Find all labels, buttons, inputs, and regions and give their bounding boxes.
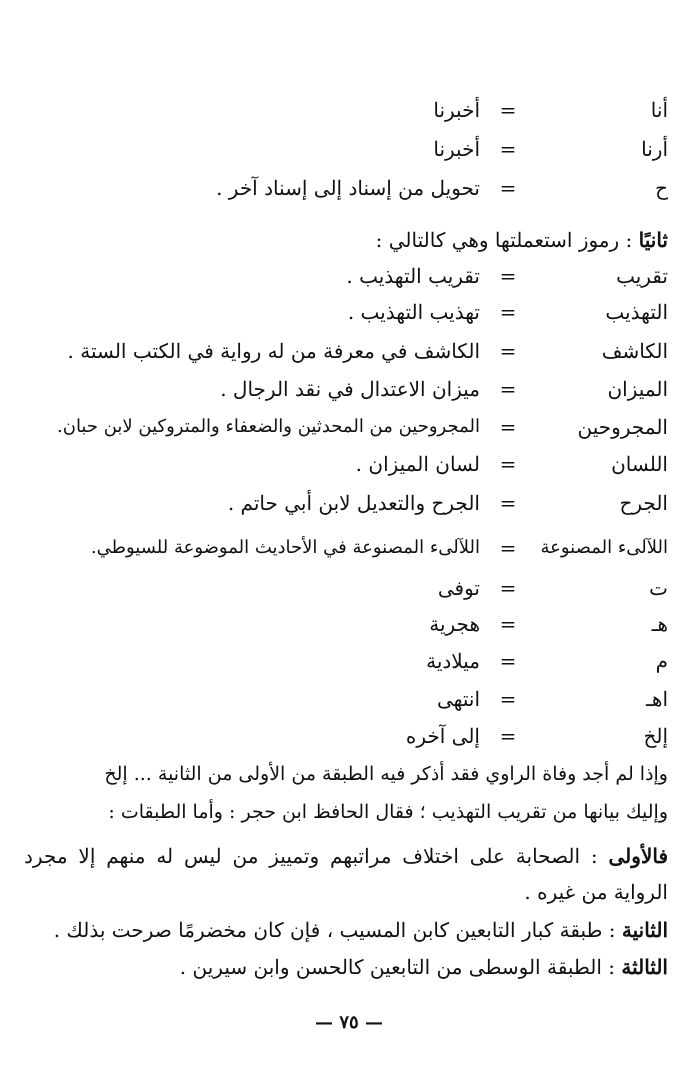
abbr-term: الجرح	[619, 491, 668, 515]
equals-sign: =	[499, 452, 517, 476]
abbr-term: تقريب	[616, 264, 668, 288]
abbr-meaning: توفى	[437, 576, 480, 600]
tabaqa-label: الثالثة	[621, 955, 668, 979]
section-heading	[30, 222, 668, 258]
abbr-meaning: أخبرنا	[433, 98, 480, 122]
tabaqa-label: فالأولى	[608, 844, 668, 868]
equals-sign: =	[499, 576, 517, 600]
tabaqa-text: : الصحابة على اختلاف مراتبهم وتمييز من ليس له منهم إلا مجرد الرواية من غيره .	[24, 844, 668, 904]
equals-sign: =	[499, 377, 517, 401]
abbr-meaning: انتهى	[436, 687, 480, 711]
equals-sign: =	[499, 724, 517, 748]
paragraph: وإذا لم أجد وفاة الراوي فقد أذكر فيه الطبقة من الأولى من الثانية ... إلخ	[104, 763, 668, 785]
abbr-meaning: الجرح والتعديل لابن أبي حاتم .	[227, 491, 480, 515]
abbr-row	[0, 485, 698, 521]
abbr-term: الكاشف	[601, 339, 668, 363]
abbr-term: ح	[655, 176, 668, 200]
equals-sign: =	[499, 491, 517, 515]
tabaqa-paragraph	[24, 949, 668, 985]
equals-sign: =	[499, 300, 517, 324]
equals-sign: =	[499, 649, 517, 673]
equals-sign: =	[499, 339, 517, 363]
equals-sign: =	[499, 264, 517, 288]
abbr-meaning: اللآلىء المصنوعة في الأحاديث الموضوعة للسيوطي.	[90, 537, 480, 558]
abbr-row	[0, 131, 698, 167]
equals-sign: =	[499, 612, 517, 636]
abbr-meaning: أخبرنا	[433, 137, 480, 161]
abbr-term: التهذيب	[605, 300, 668, 324]
abbr-row	[0, 294, 698, 330]
abbr-meaning: تقريب التهذيب .	[346, 264, 480, 288]
equals-sign: =	[499, 415, 517, 439]
abbr-term: ت	[649, 576, 668, 600]
abbr-row	[0, 681, 698, 717]
tabaqa-paragraph	[24, 838, 668, 910]
abbr-meaning: تحويل من إسناد إلى إسناد آخر .	[216, 176, 480, 200]
abbr-term: الميزان	[607, 377, 668, 401]
abbr-row	[0, 333, 698, 369]
abbr-term: أرنا	[641, 137, 668, 161]
abbr-term: اهـ	[646, 687, 668, 711]
abbr-row	[0, 643, 698, 679]
equals-sign: =	[499, 98, 517, 122]
tabaqa-text: : طبقة كبار التابعين كابن المسيب ، فإن كان مخضرمًا صرحت بذلك .	[53, 918, 622, 942]
abbr-term: اللسان	[611, 452, 668, 476]
abbr-meaning: ميلادية	[426, 649, 480, 673]
abbr-row	[0, 570, 698, 606]
abbr-term: اللآلىء المصنوعة	[540, 537, 668, 558]
equals-sign: =	[499, 687, 517, 711]
abbr-meaning: لسان الميزان .	[355, 452, 480, 476]
abbr-row	[0, 530, 698, 566]
paragraph: وإليك بيانها من تقريب التهذيب ؛ فقال الحافظ ابن حجر : وأما الطبقات :	[108, 801, 668, 823]
abbr-row	[0, 409, 698, 445]
heading-label: ثانيًا	[638, 228, 668, 252]
tabaqa-label: الثانية	[621, 918, 668, 942]
abbr-meaning: تهذيب التهذيب .	[347, 300, 480, 324]
abbr-meaning: إلى آخره	[405, 724, 480, 748]
equals-sign: =	[499, 176, 517, 200]
abbr-meaning: المجروحين من المحدثين والضعفاء والمتروكين لابن حبان.	[57, 416, 480, 437]
abbr-meaning: الكاشف في معرفة من له رواية في الكتب الستة .	[67, 339, 480, 363]
abbr-row	[0, 92, 698, 128]
abbr-meaning: هجرية	[429, 612, 480, 636]
tabaqa-text: : الطبقة الوسطى من التابعين كالحسن وابن سيرين .	[179, 955, 622, 979]
abbr-row	[0, 446, 698, 482]
abbr-row	[0, 371, 698, 407]
abbr-term: هـ	[651, 612, 668, 636]
equals-sign: =	[499, 137, 517, 161]
tabaqa-paragraph	[24, 912, 668, 948]
abbr-term: أنا	[650, 98, 668, 122]
abbr-meaning: ميزان الاعتدال في نقد الرجال .	[220, 377, 480, 401]
abbr-row	[0, 170, 698, 206]
page-number: — ٧٥ —	[315, 1012, 383, 1033]
abbr-row	[0, 718, 698, 754]
abbr-term: إلخ	[643, 724, 668, 748]
equals-sign: =	[499, 536, 517, 560]
abbr-row	[0, 258, 698, 294]
abbr-term: المجروحين	[577, 415, 668, 439]
abbr-row	[0, 606, 698, 642]
heading-text: : رموز استعملتها وهي كالتالي :	[375, 228, 639, 252]
abbr-term: م	[655, 649, 668, 673]
